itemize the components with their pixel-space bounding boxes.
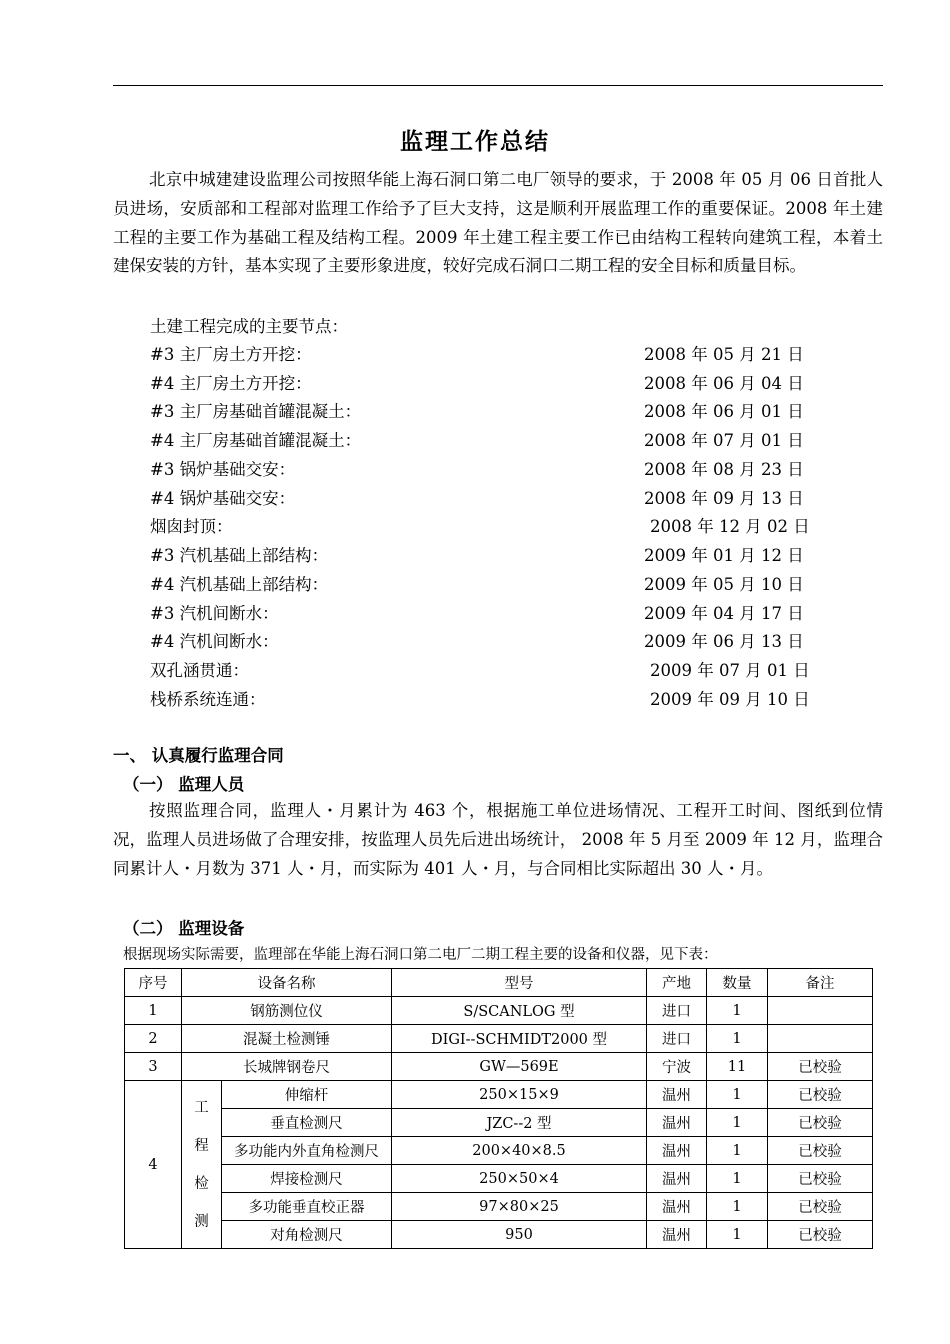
equipment-table [124,968,873,1249]
cell-remark [768,1025,873,1053]
cell-model: JZC--2 型 [392,1109,647,1137]
node-label: 栈桥系统连通： [150,690,266,709]
cell-name: 钢筋测位仪 [182,997,392,1025]
node-label: #3 锅炉基础交安： [150,460,296,479]
node-label: #4 汽机间断水： [150,632,279,651]
section-heading: 一、 认真履行监理合同 [113,746,284,765]
node-item [150,456,850,485]
cell-remark: 已校验 [768,1221,873,1249]
cell-origin: 宁波 [647,1053,707,1081]
cell-qty: 1 [707,997,768,1025]
node-label: #3 主厂房基础首罐混凝土： [150,402,362,421]
cell-remark: 已校验 [768,1193,873,1221]
cell-name: 多功能垂直校正器 [222,1193,392,1221]
node-label: #4 主厂房土方开挖： [150,374,312,393]
intro-paragraph [113,166,883,281]
cell-qty: 1 [707,1109,768,1137]
cell-origin: 温州 [647,1137,707,1165]
node-date: 2008 年 06 月 01 日 [644,402,804,421]
category-char: 检 [194,1175,209,1192]
node-date: 2009 年 01 月 12 日 [644,546,804,565]
cell-remark: 已校验 [768,1109,873,1137]
table-row [125,1137,873,1165]
cell-remark: 已校验 [768,1137,873,1165]
node-item [150,427,850,456]
cell-origin: 进口 [647,997,707,1025]
node-date: 2008 年 12 月 02 日 [650,517,810,536]
cell-origin: 温州 [647,1109,707,1137]
node-date: 2008 年 06 月 04 日 [644,374,804,393]
nodes-title: 土建工程完成的主要节点： [150,317,348,336]
node-item [150,600,850,629]
cell-name: 伸缩杆 [222,1081,392,1109]
cell-model: 97×80×25 [392,1193,647,1221]
cell-origin: 温州 [647,1193,707,1221]
equipment-note: 根据现场实际需要，监理部在华能上海石洞口第二电厂二期工程主要的设备和仪器，见下表： [123,947,718,963]
table-row [125,1193,873,1221]
node-date: 2009 年 04 月 17 日 [644,604,804,623]
cell-no: 1 [125,997,182,1025]
node-label: #4 锅炉基础交安： [150,489,296,508]
category-char: 工 [194,1099,209,1116]
cell-qty: 1 [707,1137,768,1165]
cell-no: 4 [125,1081,182,1249]
cell-remark [768,997,873,1025]
node-date: 2009 年 07 月 01 日 [650,661,810,680]
cell-remark: 已校验 [768,1053,873,1081]
node-item [150,341,850,370]
node-date: 2008 年 09 月 13 日 [644,489,804,508]
node-date: 2008 年 05 月 21 日 [644,345,804,364]
cell-qty: 1 [707,1081,768,1109]
node-label: #3 汽机间断水： [150,604,279,623]
header-no: 序号 [125,969,182,997]
node-label: #4 主厂房基础首罐混凝土： [150,431,362,450]
node-item [150,485,850,514]
category-char: 测 [194,1213,209,1230]
node-item [150,686,850,715]
node-date: 2008 年 07 月 01 日 [644,431,804,450]
node-label: 双孔涵贯通： [150,661,249,680]
node-item [150,542,850,571]
cell-model: 250×50×4 [392,1165,647,1193]
node-date: 2009 年 05 月 10 日 [644,575,804,594]
node-item [150,571,850,600]
cell-name: 对角检测尺 [222,1221,392,1249]
cell-name: 长城牌钢卷尺 [182,1053,392,1081]
cell-no: 3 [125,1053,182,1081]
header-qty: 数量 [707,969,768,997]
cell-origin: 温州 [647,1081,707,1109]
subsection-heading-personnel: （一） 监理人员 [123,775,245,794]
cell-name: 焊接检测尺 [222,1165,392,1193]
cell-origin: 温州 [647,1221,707,1249]
node-label: #3 汽机基础上部结构： [150,546,329,565]
node-label: #3 主厂房土方开挖： [150,345,312,364]
header-remark: 备注 [768,969,873,997]
cell-name: 多功能内外直角检测尺 [222,1137,392,1165]
table-row [125,1025,873,1053]
cell-name: 垂直检测尺 [222,1109,392,1137]
table-row [125,997,873,1025]
cell-qty: 1 [707,1165,768,1193]
cell-qty: 1 [707,1025,768,1053]
table-row [125,1109,873,1137]
cell-model: 200×40×8.5 [392,1137,647,1165]
header-model: 型号 [392,969,647,997]
cell-qty: 11 [707,1053,768,1081]
node-date: 2009 年 09 月 10 日 [650,690,810,709]
intro-text: 北京中城建建设监理公司按照华能上海石洞口第二电厂领导的要求，于 2008 年 05 月 06 日首批人员进场，安质部和工程部对监理工作给予了巨大支持，这是顺利开展监理工作的重要保证。2008 年土建工程的主要工作为基础工程及结构工程。2009 年土建工程主要工作已由结构工程转向建筑工程，本着土建保安装的方针，基本实现了主要形象进度，较好完成石洞口二期工程的安全目标和质量目标。 [113,170,883,276]
header-rule [113,85,883,86]
node-item [150,513,850,542]
node-item [150,398,850,427]
cell-qty: 1 [707,1193,768,1221]
personnel-paragraph [113,797,883,883]
node-item [150,657,850,686]
cell-name: 混凝土检测锤 [182,1025,392,1053]
table-row [125,1081,873,1109]
subsection-heading-equipment: （二） 监理设备 [123,919,245,938]
table-row [125,1053,873,1081]
cell-model: GW—569E [392,1053,647,1081]
page-title: 监理工作总结 [400,128,550,155]
cell-origin: 进口 [647,1025,707,1053]
node-date: 2009 年 06 月 13 日 [644,632,804,651]
cell-origin: 温州 [647,1165,707,1193]
cell-remark: 已校验 [768,1081,873,1109]
cell-qty: 1 [707,1221,768,1249]
category-char: 程 [194,1137,209,1154]
personnel-text: 按照监理合同，监理人・月累计为 463 个，根据施工单位进场情况、工程开工时间、图纸到位情况，监理人员进场做了合理安排，按监理人员先后进出场统计， 2008 年 5 月至 2009 年 12 月，监理合同累计人・月数为 371 人・月，而实际为 401 人・月，与合同相比实际超出 30 人・月。 [113,801,883,878]
cell-no: 2 [125,1025,182,1053]
cell-model: S/SCANLOG 型 [392,997,647,1025]
cell-model: 250×15×9 [392,1081,647,1109]
cell-category [182,1081,222,1249]
table-row [125,1221,873,1249]
cell-model: 950 [392,1221,647,1249]
node-date: 2008 年 08 月 23 日 [644,460,804,479]
cell-remark: 已校验 [768,1165,873,1193]
header-origin: 产地 [647,969,707,997]
node-label: 烟囱封顶： [150,517,233,536]
node-item [150,370,850,399]
header-name: 设备名称 [182,969,392,997]
table-header-row [125,969,873,997]
node-item [150,628,850,657]
cell-model: DIGI--SCHMIDT2000 型 [392,1025,647,1053]
node-label: #4 汽机基础上部结构： [150,575,329,594]
table-row [125,1165,873,1193]
